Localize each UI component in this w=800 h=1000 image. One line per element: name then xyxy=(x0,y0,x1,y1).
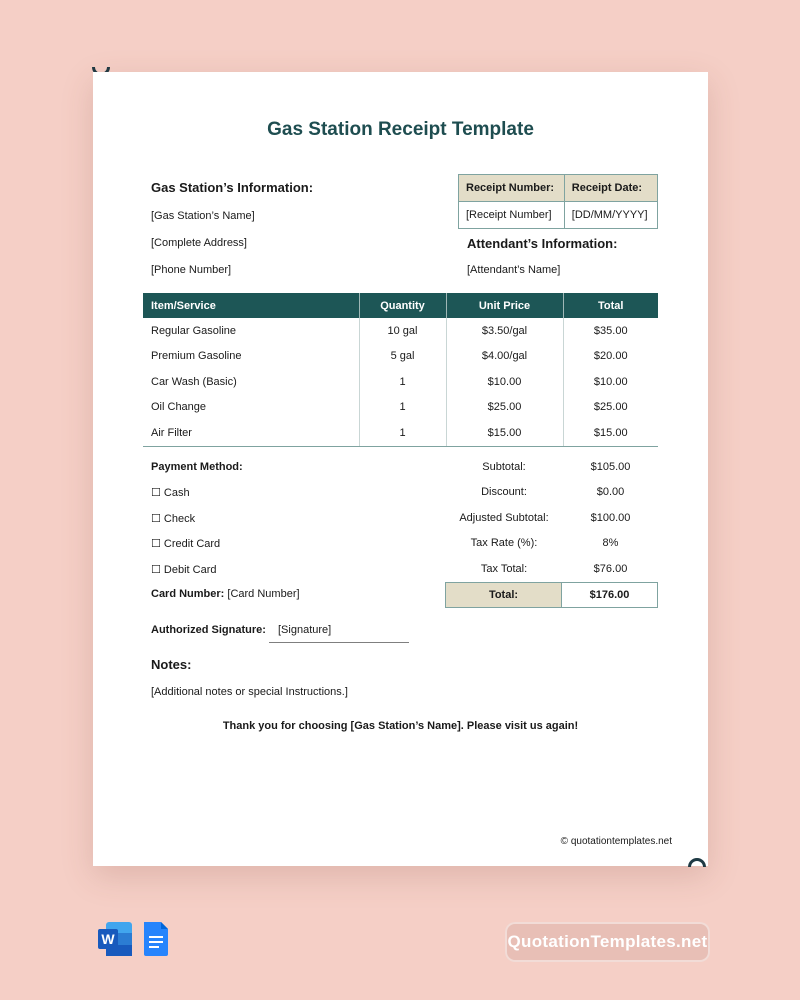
notes-text: [Additional notes or special Instructions.] xyxy=(151,686,348,698)
receipt-date-value: [DD/MM/YYYY] xyxy=(564,202,657,229)
item-total: $25.00 xyxy=(593,401,628,414)
site-brand-label[interactable]: QuotationTemplates.net xyxy=(505,922,710,962)
total-label: Total: xyxy=(445,582,562,608)
thank-you-message: Thank you for choosing [Gas Station’s Name]. Please visit us again! xyxy=(222,720,579,732)
station-info-heading: Gas Station’s Information: xyxy=(151,180,314,195)
item-unit-price: $10.00 xyxy=(446,369,563,395)
table-row xyxy=(143,395,658,421)
receipt-info-table xyxy=(458,174,658,229)
station-address: [Complete Address] xyxy=(151,237,247,249)
subtotal-label: Subtotal: xyxy=(482,461,526,473)
receipt-number-value: [Receipt Number] xyxy=(459,202,565,229)
item-quantity: 1 xyxy=(359,369,446,395)
tax-rate-value: 8% xyxy=(602,537,619,549)
card-number-label: Card Number: xyxy=(151,588,225,600)
item-quantity: 1 xyxy=(359,420,446,446)
item-unit-price: $3.50/gal xyxy=(446,318,563,344)
tax-total-value: $76.00 xyxy=(593,563,628,575)
item-name: Car Wash (Basic) xyxy=(143,369,359,395)
signature-label: Authorized Signature: xyxy=(151,624,266,636)
item-name: Regular Gasoline xyxy=(143,318,359,344)
payment-option-check[interactable]: ☐ Check xyxy=(151,513,196,525)
item-name: Air Filter xyxy=(143,420,359,446)
receipt-document xyxy=(93,72,708,866)
table-row xyxy=(143,420,658,446)
item-total: $15.00 xyxy=(563,420,658,446)
item-unit-price: $15.00 xyxy=(446,420,563,446)
item-quantity: 1 xyxy=(359,395,446,421)
station-name: [Gas Station’s Name] xyxy=(151,210,255,222)
item-total: $10.00 xyxy=(593,375,628,388)
items-header-row xyxy=(143,293,658,318)
attendant-heading: Attendant’s Information: xyxy=(467,236,618,251)
station-phone: [Phone Number] xyxy=(151,264,232,276)
document-title: Gas Station Receipt Template xyxy=(267,119,534,140)
google-docs-icon[interactable] xyxy=(142,920,170,963)
item-name: Oil Change xyxy=(143,395,359,421)
receipt-number-header: Receipt Number: xyxy=(459,175,565,202)
col-header-unit-price: Unit Price xyxy=(446,293,563,318)
item-name: Premium Gasoline xyxy=(143,344,359,370)
tax-total-label: Tax Total: xyxy=(480,563,528,575)
col-header-item: Item/Service xyxy=(143,293,359,318)
items-table xyxy=(143,293,658,447)
receipt-date-header: Receipt Date: xyxy=(564,175,657,202)
corner-ornament-icon xyxy=(688,858,706,876)
notes-heading: Notes: xyxy=(151,657,192,672)
table-row xyxy=(143,344,658,370)
subtotal-value: $105.00 xyxy=(590,461,631,473)
svg-text:W: W xyxy=(101,931,115,947)
payment-option-cash[interactable]: ☐ Cash xyxy=(151,487,190,499)
item-unit-price: $25.00 xyxy=(446,395,563,421)
signature-line xyxy=(269,642,409,643)
tax-rate-label: Tax Rate (%): xyxy=(470,537,538,549)
copyright-text: © quotationtemplates.net xyxy=(560,836,672,847)
card-number-value: [Card Number] xyxy=(227,588,300,600)
adjusted-subtotal-value: $100.00 xyxy=(590,512,631,524)
attendant-name: [Attendant’s Name] xyxy=(467,264,561,276)
table-row xyxy=(143,369,658,395)
discount-label: Discount: xyxy=(481,486,527,498)
item-total: $20.00 xyxy=(593,350,628,363)
table-row xyxy=(143,318,658,344)
item-quantity: 10 gal xyxy=(359,318,446,344)
payment-method-heading: Payment Method: xyxy=(151,461,243,473)
total-value: $176.00 xyxy=(562,582,658,608)
item-total: $35.00 xyxy=(593,324,628,337)
total-row xyxy=(445,582,658,608)
card-number-row xyxy=(151,588,300,600)
word-icon[interactable] xyxy=(96,920,134,963)
col-header-total: Total xyxy=(563,293,658,318)
adjusted-subtotal-label: Adjusted Subtotal: xyxy=(459,512,549,524)
payment-option-debit-card[interactable]: ☐ Debit Card xyxy=(151,564,217,576)
item-quantity: 5 gal xyxy=(359,344,446,370)
col-header-quantity: Quantity xyxy=(359,293,446,318)
discount-value: $0.00 xyxy=(596,486,625,498)
item-unit-price: $4.00/gal xyxy=(446,344,563,370)
payment-option-credit-card[interactable]: ☐ Credit Card xyxy=(151,538,221,550)
signature-value[interactable]: [Signature] xyxy=(278,624,332,636)
